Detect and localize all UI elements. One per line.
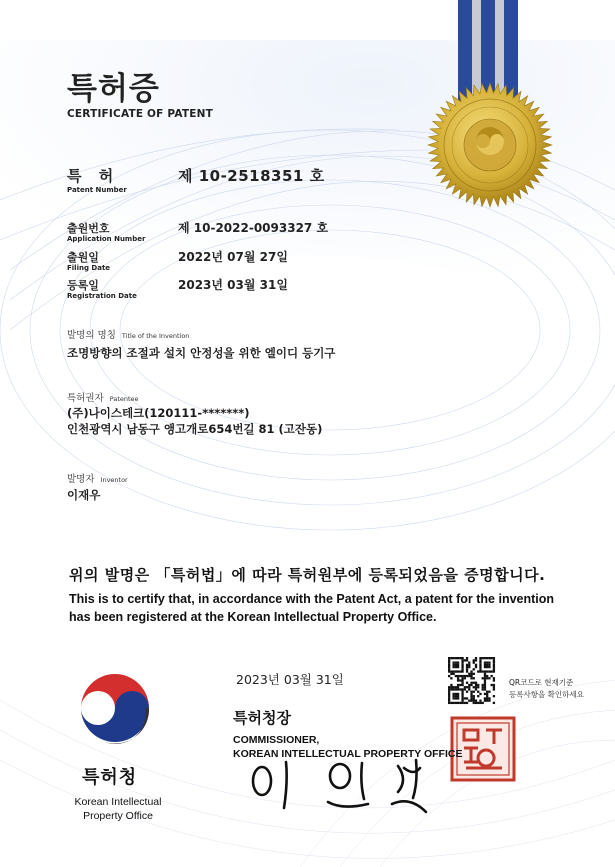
invention-title: 조명방향의 조절과 설치 안정성을 위한 엘이디 등기구 [67, 346, 336, 360]
filing-date-value: 2022년 07월 27일 [178, 250, 288, 264]
patentee-name: (주)나이스테크(120111-*******) [67, 406, 250, 420]
application-number-label: 출원번호 [67, 222, 110, 235]
office-name-ko: 특허청 [82, 767, 138, 788]
patentee-label-ko: 특허권자 [67, 393, 104, 404]
commissioner-title-ko: 특허청장 [233, 709, 291, 727]
qr-note-line2: 등록사항을 확인하세요 [509, 690, 584, 699]
issue-date: 2023년 03월 31일 [236, 672, 344, 687]
invention-label [67, 327, 189, 341]
qr-note-line1: QR코드로 현재기준 [509, 678, 574, 687]
qr-code-icon [448, 657, 495, 704]
qr-note [509, 677, 584, 701]
patentee-address: 인천광역시 남동구 앵고개로654번길 81 (고잔동) [67, 422, 323, 436]
office-name-en [63, 795, 173, 823]
patentee-label [67, 390, 139, 404]
commissioner-title-en-line2: KOREAN INTELLECTUAL PROPERTY OFFICE [233, 748, 463, 760]
signature-text [250, 770, 254, 771]
application-number-label-en: Application Number [67, 235, 146, 243]
certification-text-en: This is to certify that, in accordance with the Patent Act, a patent for the invention has been registered at the Korean Intellectual Property Office. [69, 592, 555, 624]
inventor-label-ko: 발명자 [67, 474, 95, 485]
patent-number-value: 제 10-2518351 호 [178, 167, 325, 185]
invention-label-en: Title of the Invention [121, 332, 190, 340]
gold-seal-icon [428, 83, 552, 207]
inventor-label-en: Inventor [100, 476, 128, 484]
patentee-label-en: Patentee [109, 395, 139, 403]
kipo-logo-icon [79, 674, 151, 746]
invention-label-ko: 발명의 명칭 [67, 330, 116, 341]
commissioner-title-en-line1: COMMISSIONER, [233, 734, 320, 746]
registration-date-label: 등록일 [67, 279, 99, 292]
commissioner-title-en [233, 733, 462, 761]
application-number-value: 제 10-2022-0093327 호 [178, 221, 329, 235]
filing-date-label: 출원일 [67, 251, 99, 264]
patent-number-label: 특 허 [67, 167, 120, 185]
certificate-title-en: CERTIFICATE OF PATENT [67, 108, 213, 120]
filing-date-label-en: Filing Date [67, 264, 111, 272]
certification-text-ko: 위의 발명은 「특허법」에 따라 특허원부에 등록되었음을 증명합니다. [69, 566, 546, 584]
inventor-name: 이재우 [67, 488, 101, 502]
registration-date-value: 2023년 03월 31일 [178, 278, 288, 292]
office-name-en-line2: Property Office [83, 810, 153, 822]
inventor-label [67, 471, 128, 485]
registration-date-label-en: Registration Date [67, 292, 137, 300]
certificate-title-ko: 특허증 [67, 71, 160, 107]
office-name-en-line1: Korean Intellectual [74, 796, 162, 808]
patent-number-label-en: Patent Number [67, 186, 127, 194]
